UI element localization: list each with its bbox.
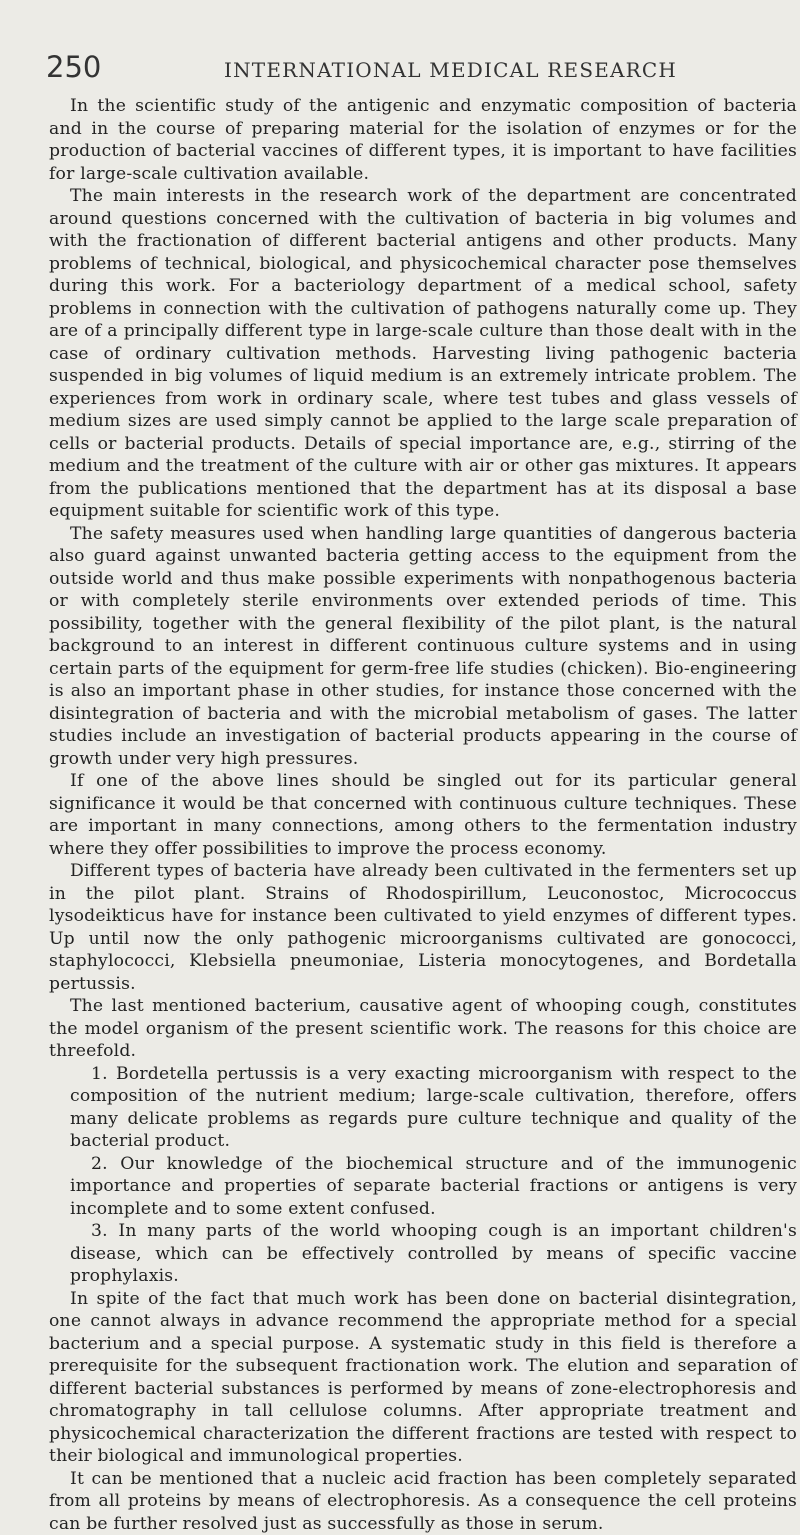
paragraph: Different types of bacteria have already been cultivated in the fermenters set up in the pilot plant. Strains of Rhodospirillum, Leuconostoc, Micrococcus lysodeikticus have for instance been cultivated to yield enzymes of different types. Up until now the only pathogenic microorganisms cultivated are gonococci, staphylococci, Klebsiella pneumoniae, Listeria monocytogenes, and Bordetalla pertussis. — [49, 860, 797, 995]
paragraph: The last mentioned bacterium, causative agent of whooping cough, constitutes the model organism of the present scientific work. The reasons for this choice are threefold. — [49, 995, 797, 1063]
list-item: 3. In many parts of the world whooping cough is an important children's disease, which can be effectively controlled by means of specific vaccine prophylaxis. — [70, 1220, 797, 1288]
paragraph: It can be mentioned that a nucleic acid fraction has been completely separated from all proteins by means of electrophoresis. As a consequence the cell proteins can be further resolved just as successfully as those in serum. — [49, 1468, 797, 1535]
running-head: INTERNATIONAL MEDICAL RESEARCH — [224, 58, 677, 82]
list-item: 2. Our knowledge of the biochemical structure and of the immunogenic importance and properties of separate bacterial fractions or antigens is very incomplete and to some extent confused. — [70, 1153, 797, 1221]
body-text — [49, 95, 797, 1535]
page-number: 250 — [46, 50, 224, 84]
paragraph: In the scientific study of the antigenic and enzymatic composition of bacteria and in the course of preparing material for the isolation of enzymes or for the production of bacterial vaccines of different types, it is important to have facilities for large-scale cultivation available. — [49, 95, 797, 185]
page-header — [46, 50, 766, 84]
paragraph: In spite of the fact that much work has been done on bacterial disintegration, one cannot always in advance recommend the appropriate method for a special bacterium and a special purpose. A systematic study in this field is therefore a prerequisite for the subsequent fractionation work. The elution and separation of different bacterial substances is performed by means of zone-electrophoresis and chromatography in tall cellulose columns. After appropriate treatment and physicochemical characterization the different fractions are tested with respect to their biological and immunological properties. — [49, 1288, 797, 1468]
reasons-list — [49, 1063, 797, 1288]
paragraph: The safety measures used when handling large quantities of dangerous bacteria also guard against unwanted bacteria getting access to the equipment from the outside world and thus make possible experiments with nonpathogenous bacteria or with completely sterile environments over extended periods of time. This possibility, together with the general flexibility of the pilot plant, is the natural background to an interest in different continuous culture systems and in using certain parts of the equipment for germ-free life studies (chicken). Bio-engineering is also an important phase in other studies, for instance those concerned with the disintegration of bacteria and with the microbial metabolism of gases. The latter studies include an investigation of bacterial products appearing in the course of growth under very high pressures. — [49, 523, 797, 771]
paragraph: The main interests in the research work of the department are concentrated around questions concerned with the cultivation of bacteria in big volumes and with the fractionation of different bacterial antigens and other products. Many problems of technical, biological, and physicochemical character pose themselves during this work. For a bacteriology department of a medical school, safety problems in connection with the cultivation of pathogens naturally come up. They are of a principally different type in large-scale culture than those dealt with in the case of ordinary cultivation methods. Harvesting living pathogenic bacteria suspended in big volumes of liquid medium is an extremely intricate problem. The experiences from work in ordinary scale, where test tubes and glass vessels of medium sizes are used simply cannot be applied to the large scale preparation of cells or bacterial products. Details of special importance are, e.g., stirring of the medium and the treatment of the culture with air or other gas mixtures. It appears from the publications mentioned that the department has at its disposal a base equipment suitable for scientific work of this type. — [49, 185, 797, 523]
paragraph: If one of the above lines should be singled out for its particular general significance it would be that concerned with continuous culture techniques. These are important in many connections, among others to the fermentation industry where they offer possibilities to improve the process economy. — [49, 770, 797, 860]
list-item: 1. Bordetella pertussis is a very exacting microorganism with respect to the composition of the nutrient medium; large-scale cultivation, therefore, offers many delicate problems as regards pure culture technique and quality of the bacterial product. — [70, 1063, 797, 1153]
